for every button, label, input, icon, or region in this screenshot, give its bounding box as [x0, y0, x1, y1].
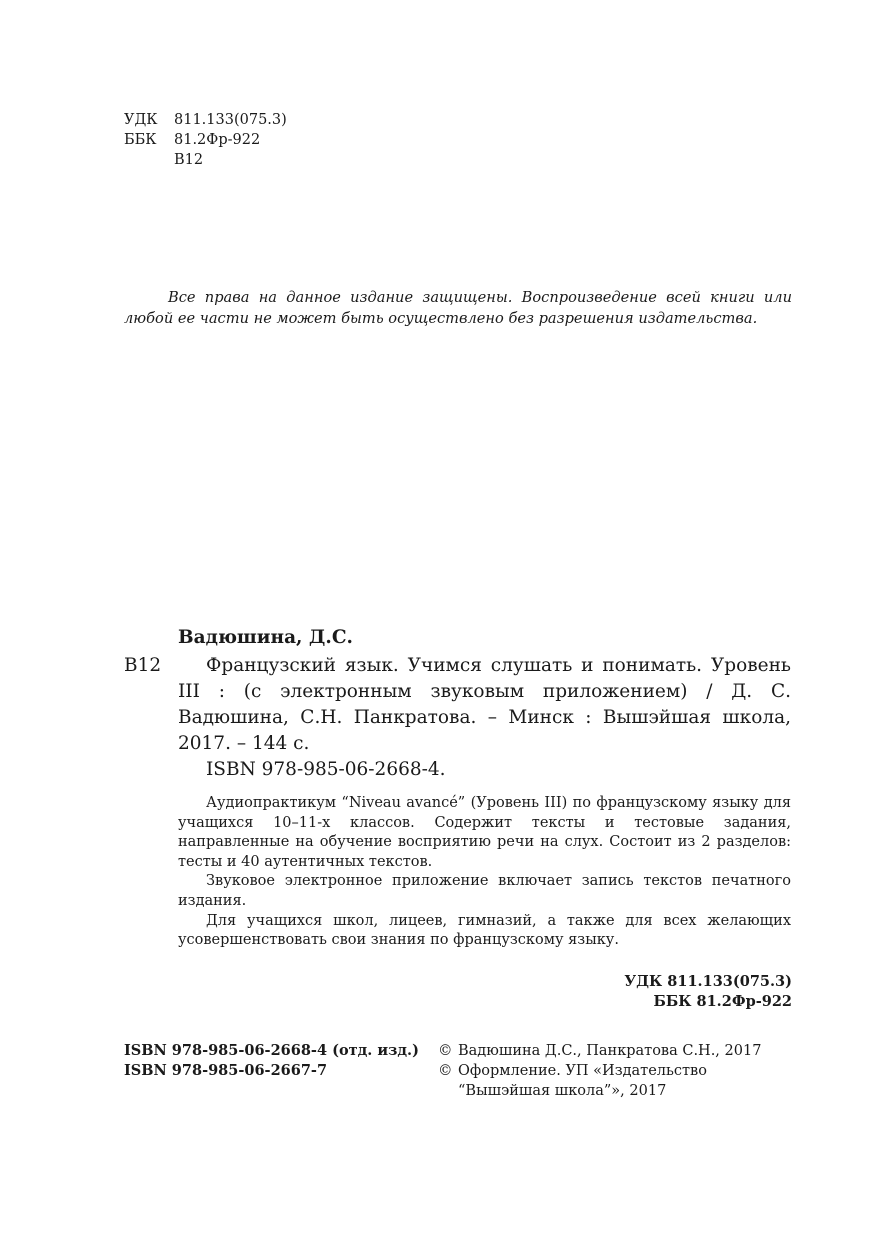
entry-description: Французский язык. Учимся слушать и понимать. Уровень III : (с электронным звуковым приложением) / Д. С. Вадюшина, С.Н. Панкратова. – Минск : Вышэйшая школа, 2017. – 144 с. [178, 655, 791, 754]
annotation-paragraph: Аудиопрактикум “Niveau avancé” (Уровень III) по французскому языку для учащихся 10–11-х классов. Содержит тексты и тестовые задания, направленные на обучение восприятию речи на слух. Состоит из 2 разделов: тесты и 40 аутентичных текстов. [178, 795, 791, 870]
copyright-line: Оформление. УП «Издательство [458, 1063, 707, 1079]
copyright-symbol: © [438, 1043, 453, 1059]
udk-value: 811.133(075.3) [174, 112, 287, 128]
udk-label: УДК [124, 112, 158, 128]
annotation-paragraph: Звуковое электронное приложение включает запись текстов печатного издания. [178, 873, 791, 909]
entry-code: В12 [124, 655, 162, 676]
bottom-classification [624, 972, 792, 1012]
copyright-line: Вадюшина Д.С., Панкратова С.Н., 2017 [458, 1043, 762, 1059]
isbn-item: ISBN 978-985-06-2667-7 [124, 1062, 328, 1079]
bottom-bbk: ББК 81.2Фр-922 [653, 993, 792, 1010]
isbn-item: ISBN 978-985-06-2668-4 (отд. изд.) [124, 1042, 419, 1059]
bbk-row [124, 130, 287, 150]
annotation [178, 794, 791, 951]
rights-notice: Все права на данное издание защищены. Воспроизведение всей книги или любой ее части не может быть осуществлено без разрешения издательства. [124, 289, 792, 327]
udk-row [124, 110, 287, 130]
author-mark-row [124, 150, 287, 170]
isbn-list [124, 1041, 419, 1081]
copyright-symbol: © [438, 1063, 453, 1079]
bottom-udk: УДК 811.133(075.3) [624, 973, 792, 990]
copyright-block [438, 1041, 761, 1101]
copyright-row [438, 1061, 761, 1081]
bbk-label: ББК [124, 132, 157, 148]
author-mark: В12 [174, 152, 204, 168]
copyright-row [438, 1041, 761, 1061]
top-classification [124, 110, 287, 170]
entry-isbn: ISBN 978-985-06-2668-4. [206, 759, 446, 780]
annotation-paragraph: Для учащихся школ, лицеев, гимназий, а также для всех желающих усовершенствовать свои знания по французскому языку. [178, 912, 791, 949]
entry-author: Вадюшина, Д.С. [178, 627, 353, 648]
bbk-value: 81.2Фр-922 [174, 132, 261, 148]
copyright-line: “Вышэйшая школа”», 2017 [458, 1083, 667, 1099]
